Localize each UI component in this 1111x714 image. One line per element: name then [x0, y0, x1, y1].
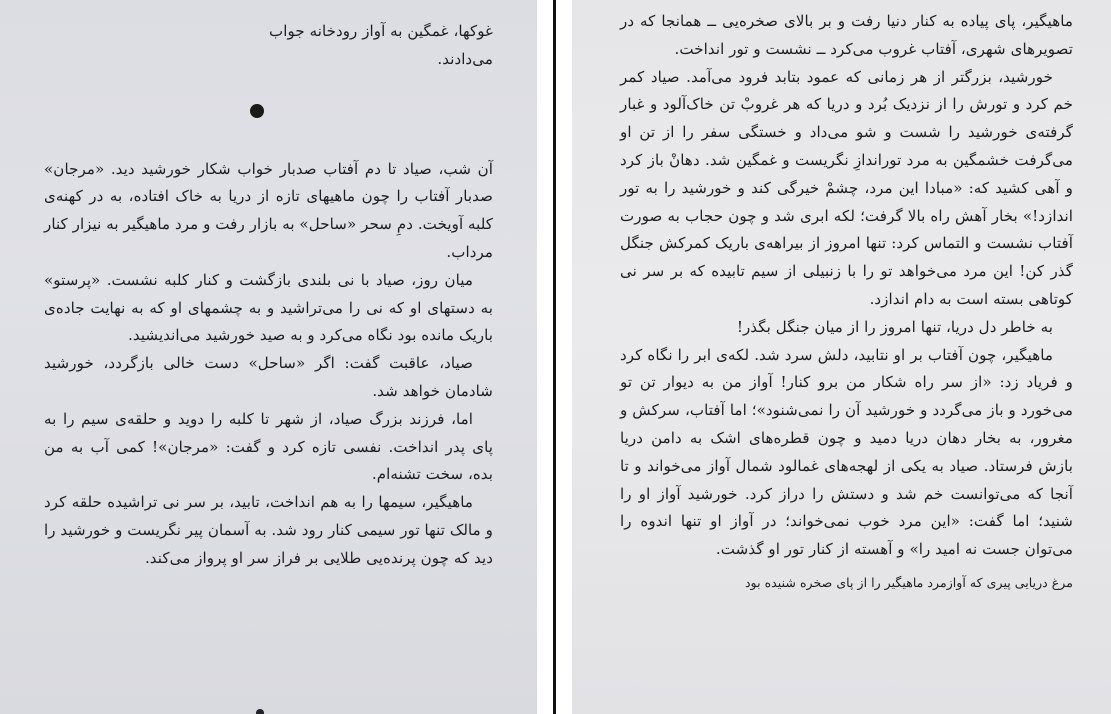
right-page — [572, 0, 1111, 714]
opening-line-1: غوکها، غمگین به آواز رودخانه جواب — [269, 22, 493, 40]
left-paragraph-1: آن شب، صیاد تا دم آفتاب صدبار خواب شکار خورشید دید. «مرجان» صدبار آفتاب را چون ماهیهای تازه از دریا به خاک افتاده، به در کهنه‌ی کلبه آویخت. دمِ سحر «ساحل» به بازار رفت و مرد ماهیگیر به نیزار کنار مرداب. — [44, 159, 493, 261]
left-page — [0, 0, 537, 714]
left-paragraph-2: میان روز، صیاد با نی بلندی بازگشت و کنار کلبه نشست. «پرستو» به دستهای او که نی را می‌تراشید و به چشمهای او که به نهایت جاده‌ی باریک مانده بود نگاه می‌کرد و به صید خورشید می‌اندیشید. — [44, 270, 493, 345]
left-paragraph-4: اما، فرزند بزرگ صیاد، از شهر تا کلبه را دوید و حلقه‌ی سیم را به پای پدر انداخت. نفسی تازه کرد و گفت: «مرجان»! کمی آب به من بده، سخت تشنه‌ام. — [44, 409, 493, 484]
right-paragraph-3: به خاطر دل دریا، تنها امروز را از میان جنگل بگذر! — [736, 317, 1053, 336]
page-edge-mark — [256, 709, 264, 714]
section-ornament — [250, 104, 264, 118]
spine-divider — [553, 0, 556, 714]
right-paragraph-4: ماهیگیر، چون آفتاب بر او نتابید، دلش سرد شد. لکه‌ی ابر را نگاه کرد و فریاد زد: «از سر راه شکار من برو کنار! آواز من به دیوار تن تو می‌خورد و باز می‌گردد و خورشید آن را نمی‌شنود»؛ اما آفتاب، سرکش و مغرور، به بخار دهان دریا دمید و چون قطره‌های اشک به دامن دریا بازش فرستاد. صیاد به یکی از لهجه‌های غمالود شمال آواز می‌خواند و تا آنجا که می‌توانست خم شد و دستش را دراز کرد. خورشید آواز او را شنید؛ اما گفت: «این مرد خوب نمی‌خواند؛ در آواز او تنها اندوه را می‌توان جست نه امید را» و آهسته از کنار تور او گذشت. — [620, 345, 1073, 559]
right-paragraph-2: خورشید، بزرگتر از هر زمانی که عمود بتابد فرود می‌آمد. صیاد کمر خم کرد و تورش را از نزدیک بُرد و دریا که هر غروبْ تن خاک‌آلود و غبار گرفته‌ی خورشید را شست و شو می‌داد و خستگی سفر را از تن او می‌گرفت خشمگین به مرد توراندازِ نگریست و غمگین شد. دهانْ باز کرد و آهی کشید که: «مبادا این مرد، چشمْ خیرگی کند و خورشید را به تور اندازد!» بخار آهش راه بالا گرفت؛ لکه ابری شد و چون حجاب به صورت آفتاب نشست و التماس کرد: تنها امروز از بیراهه‌ی باریک کمرکش جنگل گذر کن! این مرد می‌خواهد تو را با زنبیلی از سیم تابیده که بر سر نی کوتاهی بسته است به دام اندازد. — [620, 67, 1073, 308]
opening-line-2: می‌دادند. — [437, 49, 493, 68]
left-paragraph-5: ماهیگیر، سیمها را به هم انداخت، تابید، بر سر نی تراشیده حلقه کرد و مالک تنها تور سیمی کنار رود شد. به آسمان پیر نگریست و خورشید را دید که چون پرنده‌یی طلایی بر فراز سر او پرواز می‌کند. — [44, 493, 493, 567]
left-paragraph-3: صیاد، عاقبت گفت: اگر «ساحل» دست خالی بازگردد، خورشید شادمان خواهد شد. — [44, 354, 493, 400]
right-paragraph-1: ماهیگیر، پای پیاده به کنار دنیا رفت و بر بالای صخره‌یی ــ همانجا که در تصویرهای شهری، آفتاب غروب می‌کرد ــ نشست و تور انداخت. — [620, 12, 1073, 58]
right-footer-line: مرغ دریایی پیری که آوازمرد ماهیگیر را از پای صخره شنیده بود — [744, 574, 1073, 590]
